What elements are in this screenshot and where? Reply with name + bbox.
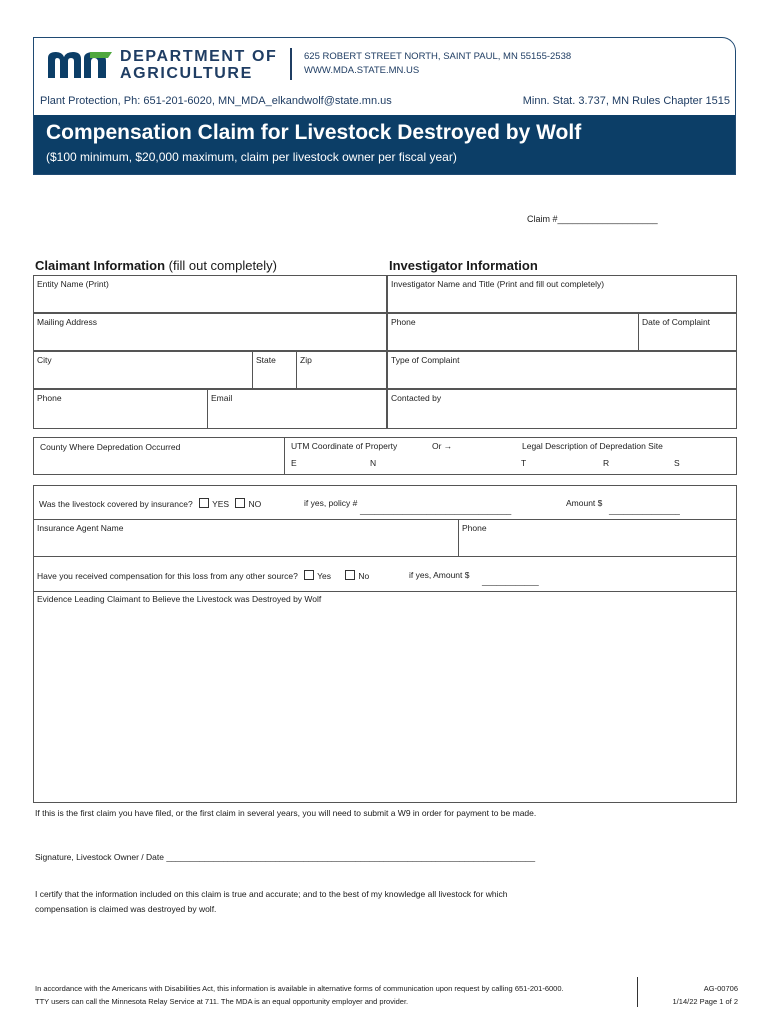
ada-line-2: TTY users can call the Minnesota Relay Service at 711. The MDA is an equal opportunity employer and provider. — [35, 997, 409, 1006]
entity-name-label: Entity Name (Print) — [37, 279, 109, 289]
contact-row — [40, 95, 730, 107]
contacted-by-field[interactable] — [387, 389, 737, 429]
or-arrow-label: Or → — [432, 441, 453, 451]
address-line-1: 625 ROBERT STREET NORTH, SAINT PAUL, MN 55155-2538 — [304, 51, 572, 62]
investigator-phone-field[interactable] — [387, 313, 639, 351]
type-of-complaint-label: Type of Complaint — [391, 355, 460, 365]
insurance-question-row — [39, 498, 261, 509]
claimant-heading-note: (fill out completely) — [168, 258, 278, 273]
investigator-phone-label: Phone — [391, 317, 416, 327]
insurance-no-checkbox[interactable] — [235, 498, 245, 508]
city-field[interactable] — [33, 351, 253, 389]
claimant-heading-text: Claimant Information — [35, 258, 166, 273]
contact-info: Plant Protection, Ph: 651-201-6020, MN_MDA_elkandwolf@state.mn.us — [40, 95, 392, 107]
zip-field[interactable] — [296, 351, 387, 389]
header-divider — [290, 48, 292, 80]
policy-number-field[interactable]: ________________________________ — [360, 505, 512, 515]
mn-logo-icon — [46, 50, 116, 80]
email-label: Email — [211, 393, 233, 403]
claimant-phone-field[interactable] — [33, 389, 208, 429]
department-name — [120, 48, 277, 82]
claimant-phone-label: Phone — [37, 393, 62, 403]
contacted-by-label: Contacted by — [391, 393, 442, 403]
title-band — [34, 115, 736, 175]
mailing-address-field[interactable] — [33, 313, 387, 351]
investigator-name-field[interactable] — [387, 275, 737, 313]
footer-divider — [637, 977, 638, 1007]
zip-label: Zip — [300, 355, 312, 365]
section-field[interactable]: S — [674, 458, 680, 468]
signature-field[interactable]: Signature, Livestock Owner / Date ______________________________________________________________________________ — [35, 852, 536, 862]
address-block — [304, 50, 571, 78]
range-field[interactable]: R — [603, 458, 610, 468]
form-number: AG-00706 — [703, 984, 738, 993]
policy-label: if yes, policy # — [304, 498, 358, 508]
other-comp-no-label: No — [358, 571, 370, 581]
mailing-address-label: Mailing Address — [37, 317, 98, 327]
certification-line-1: I certify that the information included on this claim is true and accurate; and to the best of my knowledge all livestock for which — [35, 889, 508, 899]
utm-n-field[interactable]: N — [370, 458, 377, 468]
investigator-name-label: Investigator Name and Title (Print and fill out completely) — [391, 279, 605, 289]
ada-line-1: In accordance with the Americans with Disabilities Act, this information is available in alternative forms of communication upon request by calling 651-201-6000. — [35, 984, 564, 993]
certification-line-2: compensation is claimed was destroyed by wolf. — [35, 904, 217, 914]
other-comp-yes-checkbox[interactable] — [304, 570, 314, 580]
city-label: City — [37, 355, 52, 365]
insurance-amount-label: Amount $ — [566, 498, 603, 508]
insurance-agent-phone-field[interactable] — [458, 519, 737, 557]
county-label: County Where Depredation Occurred — [40, 442, 181, 452]
state-field[interactable] — [252, 351, 297, 389]
other-comp-amount-field[interactable]: ____________ — [482, 576, 539, 586]
insurance-agent-name-label: Insurance Agent Name — [37, 523, 124, 533]
entity-name-field[interactable] — [33, 275, 387, 313]
legal-description-label: Legal Description of Depredation Site — [522, 441, 663, 451]
other-comp-amount-label: if yes, Amount $ — [409, 570, 470, 580]
evidence-field[interactable] — [33, 591, 737, 803]
email-field[interactable] — [207, 389, 387, 429]
type-of-complaint-field[interactable] — [387, 351, 737, 389]
insurance-agent-phone-label: Phone — [462, 523, 487, 533]
date-page: 1/14/22 Page 1 of 2 — [672, 997, 738, 1006]
utm-e-field[interactable]: E — [291, 458, 297, 468]
form-subtitle: ($100 minimum, $20,000 maximum, claim per livestock owner per fiscal year) — [46, 150, 457, 164]
insurance-amount-field[interactable]: _______________ — [609, 505, 680, 515]
mda-logo — [46, 49, 116, 81]
state-label: State — [256, 355, 276, 365]
other-comp-yes-label: Yes — [317, 571, 332, 581]
letterhead — [33, 37, 736, 175]
other-compensation-row — [37, 570, 369, 581]
other-compensation-question: Have you received compensation for this loss from any other source? — [37, 571, 298, 581]
form-identifier — [673, 982, 738, 1008]
claim-number-field[interactable]: Claim #____________________ — [527, 214, 658, 224]
statute-reference: Minn. Stat. 3.737, MN Rules Chapter 1515 — [522, 95, 730, 107]
ada-notice — [35, 982, 564, 1008]
form-title: Compensation Claim for Livestock Destroyed by Wolf — [46, 121, 582, 144]
website-link[interactable]: WWW.MDA.STATE.MN.US — [304, 65, 420, 76]
w9-note: If this is the first claim you have filed, or the first claim in several years, you will need to submit a W9 in order for payment to be made. — [35, 808, 537, 818]
county-field[interactable] — [33, 437, 285, 475]
dept-line-1: DEPARTMENT OF — [120, 48, 278, 65]
certification — [35, 887, 507, 917]
insurance-question: Was the livestock covered by insurance? — [39, 499, 193, 509]
investigator-heading: Investigator Information — [389, 258, 538, 273]
dept-line-2: AGRICULTURE — [120, 65, 253, 82]
insurance-yes-label: YES — [212, 499, 230, 509]
date-of-complaint-label: Date of Complaint — [642, 317, 711, 327]
insurance-no-label: NO — [248, 499, 262, 509]
evidence-label: Evidence Leading Claimant to Believe the Livestock was Destroyed by Wolf — [37, 594, 322, 604]
utm-label: UTM Coordinate of Property — [291, 441, 398, 451]
date-of-complaint-field[interactable] — [638, 313, 737, 351]
insurance-agent-name-field[interactable] — [33, 519, 459, 557]
insurance-yes-checkbox[interactable] — [199, 498, 209, 508]
claimant-heading — [35, 258, 277, 273]
township-field[interactable]: T — [521, 458, 527, 468]
other-comp-no-checkbox[interactable] — [345, 570, 355, 580]
